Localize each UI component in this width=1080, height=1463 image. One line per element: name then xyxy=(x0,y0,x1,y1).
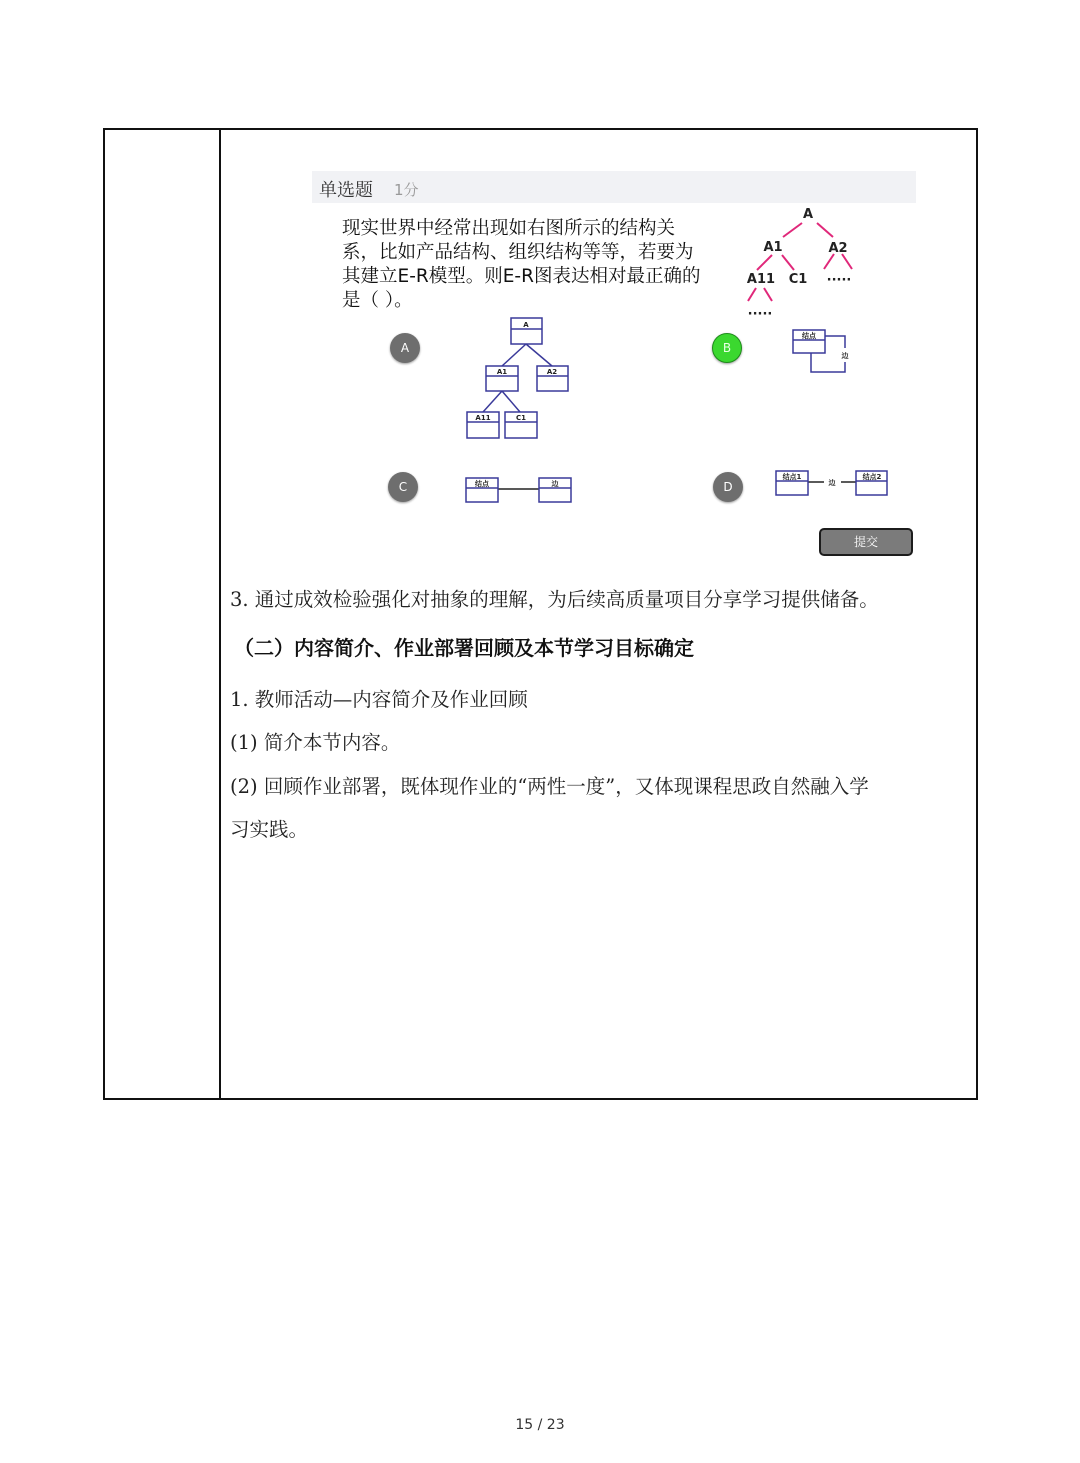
option-d-radio[interactable]: D xyxy=(713,472,743,502)
option-a-box-a1: A1 xyxy=(496,368,508,376)
submit-button[interactable]: 提交 xyxy=(819,528,913,556)
question-score: 1分 xyxy=(394,181,419,199)
option-a-box-a11: A11 xyxy=(475,414,491,422)
tree-node-a11: A11 xyxy=(746,272,776,287)
option-c-box-node: 结点 xyxy=(475,480,489,488)
option-a-box-a: A xyxy=(523,321,529,329)
page-number: 15 / 23 xyxy=(515,1417,565,1433)
sub-item-2-line2: 习实践。 xyxy=(230,818,309,841)
option-d-edge-label: 边 xyxy=(828,479,836,487)
option-b-edge-label: 边 xyxy=(841,352,849,360)
sub-item-1-text: (1) 简介本节内容。 xyxy=(230,731,401,754)
option-d-box-node1: 结点1 xyxy=(782,473,802,481)
column-divider xyxy=(219,130,221,1098)
option-b-diagram xyxy=(793,330,845,372)
tree-ellipsis: ····· xyxy=(826,273,852,288)
tree-node-a1: A1 xyxy=(763,240,783,255)
tree-node-a: A xyxy=(802,207,814,222)
option-a-radio[interactable]: A xyxy=(390,333,420,363)
question-type-label: 单选题 xyxy=(319,180,373,201)
tree-node-a2: A2 xyxy=(828,241,848,256)
question-text: 现实世界中经常出现如右图所示的结构关系，比如产品结构、组织结构等等，若要为其建立E-R模型。则E-R图表达相对最正确的是（ ）。 xyxy=(342,218,701,311)
quiz-card xyxy=(312,170,920,560)
option-a-box-a2: A2 xyxy=(546,368,558,376)
reference-tree xyxy=(748,223,852,301)
option-c-radio[interactable]: C xyxy=(388,472,418,502)
tree-node-c1: C1 xyxy=(788,272,808,287)
option-c-box-edge: 边 xyxy=(551,480,559,488)
option-d-box-node2: 结点2 xyxy=(862,473,882,481)
section-heading: （二）内容简介、作业部署回顾及本节学习目标确定 xyxy=(234,636,694,660)
item-1-text: 1. 教师活动—内容简介及作业回顾 xyxy=(230,688,528,711)
option-b-box-node: 结点 xyxy=(802,332,816,340)
tree-ellipsis: ····· xyxy=(747,307,773,322)
option-a-box-c1: C1 xyxy=(515,414,527,422)
option-b-radio[interactable]: B xyxy=(712,333,742,363)
step-3-text: 3. 通过成效检验强化对抽象的理解，为后续高质量项目分享学习提供储备。 xyxy=(230,588,879,611)
sub-item-2-line1: (2) 回顾作业部署，既体现作业的“两性一度”，又体现课程思政自然融入学 xyxy=(230,775,869,798)
